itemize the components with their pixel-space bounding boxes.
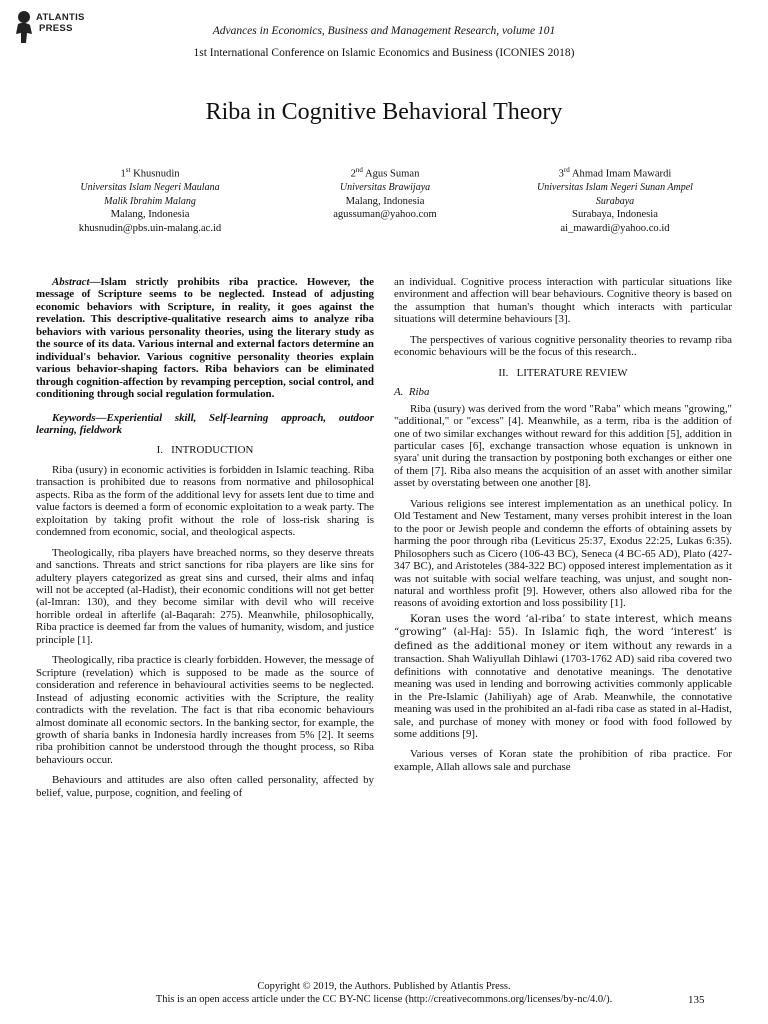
author-email: khusnudin@pbs.uin-malang.ac.id xyxy=(78,222,222,234)
conference-header: 1st International Conference on Islamic Economics and Business (ICONIES 2018) xyxy=(193,47,575,59)
author-block-1 xyxy=(35,164,265,236)
body-paragraph: The perspectives of various cognitive personality theories to revamp riba economic behaviours will be the focus of this research.. xyxy=(394,333,732,359)
author-name: 1st Khusnudin xyxy=(120,166,180,180)
body-paragraph: Riba (usury) in economic activities is forbidden in Islamic teaching. Riba transaction is prohibited due to reasons from normative and philosophical aspects. Riba as the form of the additional levy for assets lent due to time and value factors is deemed a form of economic exploitation to a weak party. The exploitation by taking profit without the role of loss-risk sharing is condemned from economic, social, and theological aspects. xyxy=(36,463,374,539)
publisher-name: ATLANTIS PRESS xyxy=(36,12,85,34)
body-paragraph: Behaviours and attitudes are also often called personality, affected by belief, value, purpose, cognition, and feeling of xyxy=(36,774,374,799)
body-paragraph: Various verses of Koran state the prohibition of riba practice. For example, Allah allows sale and purchase xyxy=(394,748,732,773)
right-column xyxy=(394,276,732,781)
paper-title: Riba in Cognitive Behavioral Theory xyxy=(205,99,563,125)
body-paragraph: Riba (usury) was derived from the word "Raba" which means "growing," "additional," or "excess" [4]. Meanwhile, as a term, riba is the addition of one of two similar exchanges without reward for this addition [5], addition in particular cases [6], exchange transaction whose equation is unknown in syara' unit during the transaction by postponing both exchanges or either one of them [7]. Riba also means the acquisition of an asset with another similar asset by overstating between one another [8]. xyxy=(394,402,732,490)
section-heading-literature-review: II. LITERATURE REVIEW xyxy=(498,366,628,379)
page-number: 135 xyxy=(688,994,705,1006)
author-name: 3rd Ahmad Imam Mawardi xyxy=(558,166,672,180)
author-location: Malang, Indonesia xyxy=(345,195,425,207)
page-footer xyxy=(0,981,768,1006)
series-header: Advances in Economics, Business and Management Research, volume 101 xyxy=(212,25,556,37)
author-affiliation: Universitas Islam Negeri Sunan Ampel xyxy=(537,182,693,194)
author-block-2 xyxy=(270,164,500,222)
license-line: This is an open access article under the CC BY-NC license (http://creativecommons.org/licenses/by-nc/4.0/). xyxy=(155,993,613,1005)
left-column xyxy=(36,276,374,807)
author-affiliation: Universitas Islam Negeri Maulana xyxy=(80,182,220,194)
author-location: Surabaya, Indonesia xyxy=(572,209,658,221)
keywords: Keywords—Experiential skill, Self-learning approach, outdoor learning, fieldwork xyxy=(36,411,374,436)
abstract: Abstract—Islam strictly prohibits riba practice. However, the message of Scripture seems to be neglected. Instead of adjusting economic behaviors with Scripture, in reality, it goes against the revelation. This descriptive-qualitative research aims to analyze riba behaviors with various personality theories, using the literary study as the source of its data. Various internal and external factors determine an individual's behavior. Various cognitive personality theories explain various behavior-shaping factors. Riba behaviors can be eliminated through cognition-affection by revamping perception, social control, and conditioning through social regulation formulation. xyxy=(36,276,374,401)
author-affiliation-line2: Surabaya xyxy=(595,195,635,207)
body-paragraph: Theologically, riba practice is clearly forbidden. However, the message of Scripture (revelation) which is supposed to be made as the source of consideration and reference in behavioural activities seems to be neglected. Instead of adjusting economic activities with the Scripture, the reality contradicts with the revelation. The fact is that riba economic behaviours almost dominate all economic sectors. In the banking sector, for example, the growth of sharia banks in Indonesia hardly increases from 5% [2]. It seems riba prohibition cannot be understood through the thought process, so Riba behaviours occur. xyxy=(36,654,374,766)
author-location: Malang, Indonesia xyxy=(110,209,190,221)
subsection-heading-riba: A. Riba xyxy=(394,386,430,399)
author-block-3 xyxy=(500,164,730,236)
body-paragraph: Various religions see interest implementation as an unethical policy. In Old Testament and New Testament, many verses prohibit interest in the loan to the poor or Jewish people and condemn the efforts of obtaining assets by harming the poor through riba (Leviticus 25:37, Exodus 22:25, Lukas 6:35). Philosophers such as Cicero (106-43 BC), Seneca (4 BC-65 AD), Plato (427-347 BC), and Aristoteles (384-322 BC) opposed interest implementation as it was not suitable with social welfare teaching, was unjust, and sought non-natural and worthless profit [9]. However, others also allowed riba for the reasons of avoiding extortion and loss possibility [1]. xyxy=(394,497,732,610)
author-email: ai_mawardi@yahoo.co.id xyxy=(560,222,670,234)
body-paragraph: an individual. Cognitive process interaction with particular situations like environment and affection will bear behaviours. Cognitive theory is based on the assumption that human's thought which interacts with particular situations will determine behaviours [3]. xyxy=(394,276,732,326)
body-paragraph: Theologically, riba players have breached norms, so they deserve threats and sanctions. Threats and strict sanctions for riba players are like sins for adultery players categorized as great sins and cursed, their alms and infaq will not be accepted (al-Hadist), their economic conditions will not get better (al-Imran: 130), and they become similar with devil who will receive horrible ordeal in afterlife (al-Baqarah: 275). Meanwhile, philosophically, Riba practice is deemed far from the values of humanity, wisdom, and justice principle [1]. xyxy=(36,546,374,646)
author-email: agussuman@yahoo.com xyxy=(333,209,437,221)
author-affiliation-line2: Malik Ibrahim Malang xyxy=(104,195,196,207)
body-paragraph: Koran uses the word ‘al-riba’ to state interest, which means “growing” (al-Haj: 55). In Islamic fiqh, the word ‘interest’ is defined as the additional money or item without any rewards in a transaction. Shah Waliyullah Dihlawi (1703-1762 AD) said riba covered two definitions with connotative and denotative meanings. The denotative meaning was used in lending and borrowing activities commonly applicable in the Pre-Islamic (Jahiliyah) age of Arab. Meanwhile, the connotative meaning was used in the prohibited an al-fadi riba case as stated in al-Hadist, sale, and purchase of money with money or food with food followed by some additions [9]. xyxy=(394,613,732,740)
section-heading-introduction: I. INTRODUCTION xyxy=(156,444,254,457)
author-affiliation: Universitas Brawijaya xyxy=(339,182,431,194)
copyright-line: Copyright © 2019, the Authors. Published by Atlantis Press. xyxy=(257,981,511,992)
author-name: 2nd Agus Suman xyxy=(350,166,420,180)
